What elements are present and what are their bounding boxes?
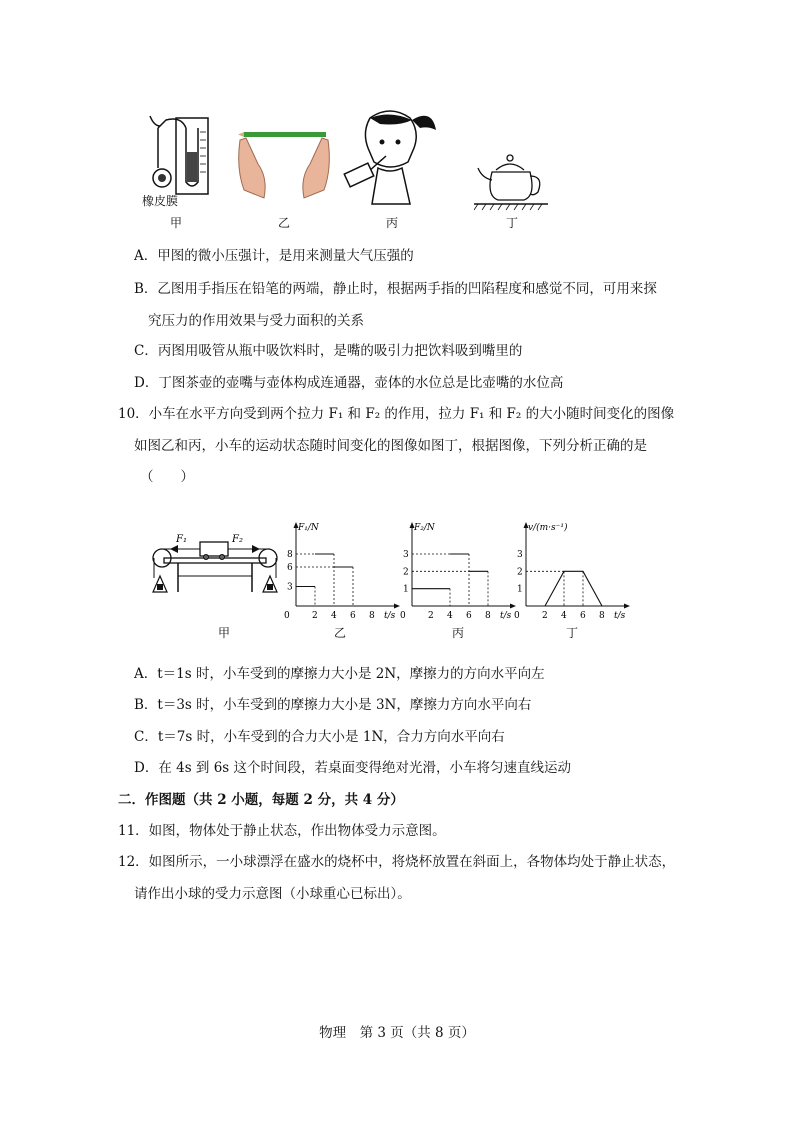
x-tick-label: 8 [369,611,375,620]
q10-option-b: B．t＝3s 时，小车受到的摩擦力大小是 3N，摩擦力方向水平向右 [134,697,532,713]
q12-text-line1: 12．如图所示，一小球漂浮在盛水的烧杯中，将烧杯放置在斜面上，各物体均处于静止状态， [118,854,676,870]
caption-ding-9: 丁 [505,216,518,230]
x-tick-label: 0 [284,611,290,620]
x-tick-label: 0 [400,611,406,620]
caption-ding-10: 丁 [565,626,578,640]
y-tick-label: 8 [287,550,293,560]
x-tick-label: 2 [312,611,318,620]
y-tick-label: 1 [403,584,409,595]
q10-stem-line2: 如图乙和丙，小车的运动状态随时间变化的图像如图丁，根据图像，下列分析正确的是 [134,438,647,454]
label-f2: F₂ [232,534,243,545]
caption-yi-9: 乙 [277,216,290,230]
q10-option-a: A．t＝1s 时，小车受到的摩擦力大小是 2N，摩擦力的方向水平向左 [134,666,545,682]
x-tick-label: 0 [514,611,520,620]
caption-jia-10: 甲 [217,626,230,640]
x-tick-label: 6 [350,611,356,620]
caption-yi-10: 乙 [333,626,346,640]
x-tick-label: 4 [561,611,567,620]
x-tick-label: 8 [485,611,491,620]
section2-heading: 二．作图题（共 2 小题，每题 2 分，共 4 分） [118,792,404,808]
y-axis-label: v/(m·s⁻¹) [528,523,568,533]
y-tick-label: 3 [403,550,409,560]
figure-pencil-fingers [234,128,334,208]
chart-f1-time [280,520,410,620]
x-axis-label: t/s [614,611,626,620]
membrane-label: 橡皮膜 [142,194,179,208]
q9-option-b-cont: 究压力的作用效果与受力面积的关系 [148,313,364,329]
page-footer: 物理 第 3 页（共 8 页） [319,1025,475,1041]
label-f1: F₁ [176,534,187,545]
y-axis-label: F₂/N [414,523,435,533]
y-tick-label: 3 [517,550,523,560]
x-tick-label: 4 [447,611,453,620]
caption-bing-10: 丙 [451,626,464,640]
q11-text: 11．如图，物体处于静止状态，作出物体受力示意图。 [118,823,446,839]
q10-stem-line1: 10．小车在水平方向受到两个拉力 F₁ 和 F₂ 的作用，拉力 F₁ 和 F₂ 的大小随时间变化的图像 [118,406,675,422]
x-axis-label: t/s [384,611,396,620]
figure-teapot [474,150,548,212]
y-axis-label: F₁/N [298,523,319,533]
y-tick-label: 3 [287,582,293,593]
x-tick-label: 2 [542,611,548,620]
y-tick-label: 2 [517,567,523,578]
y-tick-label: 1 [517,584,523,595]
chart-f2-time [396,520,526,620]
x-axis-arrow [624,604,630,609]
x-tick-label: 8 [599,611,605,620]
caption-jia-9: 甲 [169,216,182,230]
q10-stem-line3: （ ） [140,469,194,485]
q9-option-b: B．乙图用手指压在铅笔的两端，静止时，根据两手指的凹陷程度和感觉不同，可用来探 [134,281,657,297]
q9-option-c: C．丙图用吸管从瓶中吸饮料时，是嘴的吸引力把饮料吸到嘴里的 [134,343,523,359]
x-tick-label: 2 [428,611,434,620]
q10-option-d: D．在 4s 到 6s 这个时间段，若桌面变得绝对光滑，小车将匀速直线运动 [134,760,572,776]
x-tick-label: 4 [331,611,337,620]
y-tick-label: 6 [287,563,293,573]
chart-velocity-time [510,520,640,620]
figure-girl-straw [340,108,440,208]
q12-text-line2: 请作出小球的受力示意图（小球重心已标出）。 [134,886,411,902]
caption-bing-9: 丙 [385,216,398,230]
x-axis-label: t/s [500,611,512,620]
x-tick-label: 6 [580,611,586,620]
figure-cart-table [148,528,282,600]
x-tick-label: 6 [466,611,472,620]
y-tick-label: 2 [403,567,409,578]
q9-option-a: A．甲图的微小压强计，是用来测量大气压强的 [134,248,414,264]
q10-option-c: C．t＝7s 时，小车受到的合力大小是 1N，合力方向水平向右 [134,729,505,745]
q9-option-d: D．丁图茶壶的壶嘴与壶体构成连通器，壶体的水位总是比壶嘴的水位高 [134,375,564,391]
